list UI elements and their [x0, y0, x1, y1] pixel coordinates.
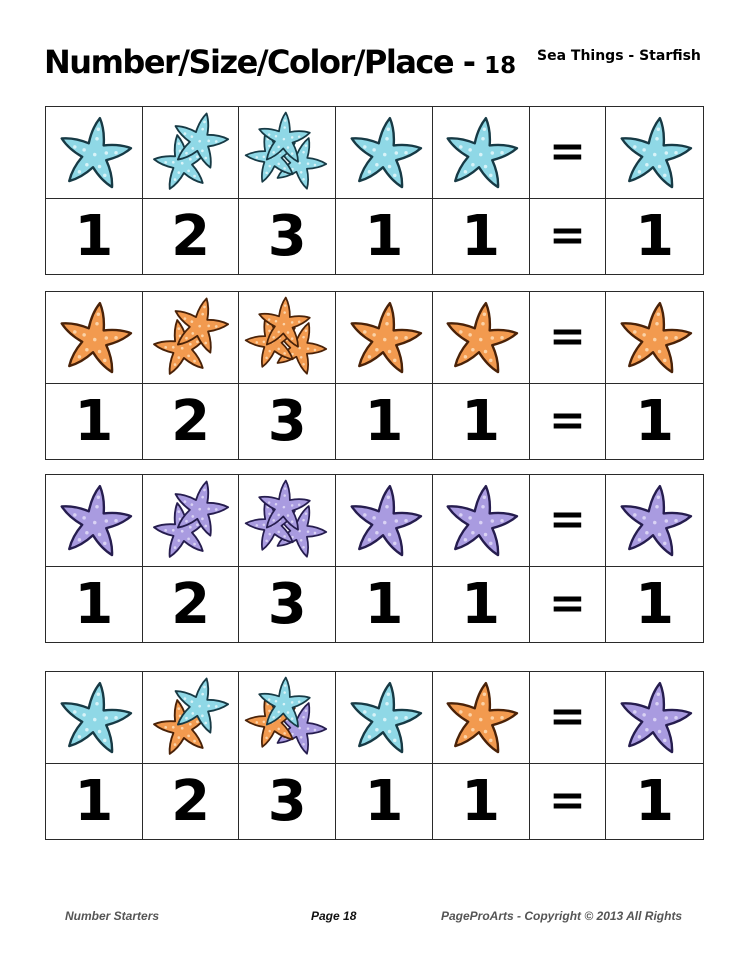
- picture-cell: [239, 292, 336, 383]
- count-number: 1: [74, 571, 114, 637]
- count-number: 2: [171, 388, 211, 454]
- starfish-icon: [55, 678, 135, 758]
- number-cell: [606, 199, 703, 274]
- number-cell: [433, 384, 530, 459]
- starfish-icon: [255, 674, 313, 732]
- number-cell: [143, 199, 240, 274]
- number-cell: [530, 567, 607, 642]
- starfish-icon: [255, 477, 313, 535]
- equals-sign: =: [548, 493, 586, 545]
- equals-sign: =: [548, 774, 586, 826]
- number-cell: [46, 567, 143, 642]
- picture-cell: [46, 672, 143, 763]
- number-cell: [143, 384, 240, 459]
- equals-sign: =: [548, 577, 586, 629]
- counting-grid-4: [45, 671, 704, 840]
- footer-left: Number Starters: [65, 909, 160, 923]
- number-cell: [143, 764, 240, 839]
- starfish-icon: [441, 678, 521, 758]
- starfish-icon: [255, 109, 313, 167]
- count-number: 1: [635, 571, 675, 637]
- number-cell: [606, 764, 703, 839]
- equals-sign: =: [548, 125, 586, 177]
- count-number: 3: [267, 571, 307, 637]
- equals-sign: =: [548, 209, 586, 261]
- picture-cell: [143, 672, 240, 763]
- title-text: Number/Size/Color/Place: [44, 43, 454, 81]
- equals-sign: =: [548, 690, 586, 742]
- equals-sign: =: [548, 310, 586, 362]
- count-number: 1: [635, 388, 675, 454]
- picture-cell: [46, 107, 143, 198]
- title-page-number: 18: [484, 53, 517, 79]
- picture-cell: [336, 107, 433, 198]
- count-number: 1: [461, 388, 501, 454]
- count-number: 2: [171, 571, 211, 637]
- equals-sign: =: [548, 394, 586, 446]
- counting-grid-3: [45, 474, 704, 643]
- starfish-icon: [345, 298, 425, 378]
- picture-row: [46, 107, 703, 199]
- picture-cell: [433, 107, 530, 198]
- starfish-icon: [615, 678, 695, 758]
- count-number: 1: [461, 571, 501, 637]
- picture-cell: [239, 107, 336, 198]
- number-cell: [336, 764, 433, 839]
- count-number: 2: [171, 203, 211, 269]
- starfish-icon: [55, 481, 135, 561]
- starfish-icon: [169, 477, 231, 539]
- picture-cell: [239, 475, 336, 566]
- picture-row: [46, 475, 703, 567]
- count-number: 1: [74, 388, 114, 454]
- number-cell: [336, 384, 433, 459]
- starfish-icon: [615, 113, 695, 193]
- number-cell: [46, 764, 143, 839]
- number-cell: [46, 384, 143, 459]
- picture-cell: [433, 672, 530, 763]
- page-subtitle: Sea Things - Starfish: [537, 48, 701, 64]
- count-number: 1: [635, 203, 675, 269]
- starfish-icon: [615, 481, 695, 561]
- count-number: 1: [461, 203, 501, 269]
- count-number: 1: [364, 571, 404, 637]
- picture-cell: [336, 672, 433, 763]
- number-cell: [143, 567, 240, 642]
- starfish-icon: [169, 294, 231, 356]
- footer-page: Page 18: [311, 909, 357, 923]
- starfish-icon: [441, 113, 521, 193]
- number-row: [46, 764, 703, 839]
- starfish-icon: [255, 294, 313, 352]
- footer-copyright: PageProArts - Copyright © 2013 All Rights: [441, 909, 683, 923]
- number-cell: [336, 199, 433, 274]
- number-cell: [239, 567, 336, 642]
- starfish-icon: [345, 113, 425, 193]
- number-cell: [530, 384, 607, 459]
- starfish-icon: [169, 674, 231, 736]
- starfish-icon: [441, 481, 521, 561]
- picture-cell: [530, 475, 607, 566]
- count-number: 1: [364, 203, 404, 269]
- picture-cell: [530, 292, 607, 383]
- number-cell: [530, 764, 607, 839]
- number-cell: [433, 199, 530, 274]
- picture-cell: [336, 292, 433, 383]
- picture-cell: [530, 672, 607, 763]
- count-number: 1: [364, 388, 404, 454]
- page-title: [44, 43, 517, 81]
- number-cell: [606, 567, 703, 642]
- count-number: 2: [171, 768, 211, 834]
- picture-cell: [606, 475, 703, 566]
- count-number: 3: [267, 768, 307, 834]
- count-number: 3: [267, 388, 307, 454]
- starfish-icon: [55, 113, 135, 193]
- picture-row: [46, 672, 703, 764]
- count-number: 1: [635, 768, 675, 834]
- number-cell: [239, 199, 336, 274]
- number-cell: [46, 199, 143, 274]
- count-number: 1: [364, 768, 404, 834]
- count-number: 3: [267, 203, 307, 269]
- picture-cell: [46, 292, 143, 383]
- number-row: [46, 567, 703, 642]
- starfish-icon: [441, 298, 521, 378]
- number-cell: [239, 764, 336, 839]
- number-cell: [336, 567, 433, 642]
- picture-row: [46, 292, 703, 384]
- starfish-icon: [55, 298, 135, 378]
- picture-cell: [143, 292, 240, 383]
- number-cell: [433, 764, 530, 839]
- number-row: [46, 384, 703, 459]
- picture-cell: [433, 475, 530, 566]
- count-number: 1: [74, 768, 114, 834]
- count-number: 1: [74, 203, 114, 269]
- picture-cell: [143, 475, 240, 566]
- number-cell: [530, 199, 607, 274]
- starfish-icon: [345, 678, 425, 758]
- picture-cell: [239, 672, 336, 763]
- count-number: 1: [461, 768, 501, 834]
- picture-cell: [433, 292, 530, 383]
- title-separator: -: [453, 43, 485, 81]
- counting-grid-1: [45, 106, 704, 275]
- starfish-icon: [345, 481, 425, 561]
- picture-cell: [606, 107, 703, 198]
- picture-cell: [336, 475, 433, 566]
- starfish-icon: [169, 109, 231, 171]
- starfish-icon: [615, 298, 695, 378]
- picture-cell: [606, 292, 703, 383]
- counting-grid-2: [45, 291, 704, 460]
- number-row: [46, 199, 703, 274]
- number-cell: [433, 567, 530, 642]
- picture-cell: [530, 107, 607, 198]
- picture-cell: [606, 672, 703, 763]
- picture-cell: [46, 475, 143, 566]
- number-cell: [606, 384, 703, 459]
- number-cell: [239, 384, 336, 459]
- picture-cell: [143, 107, 240, 198]
